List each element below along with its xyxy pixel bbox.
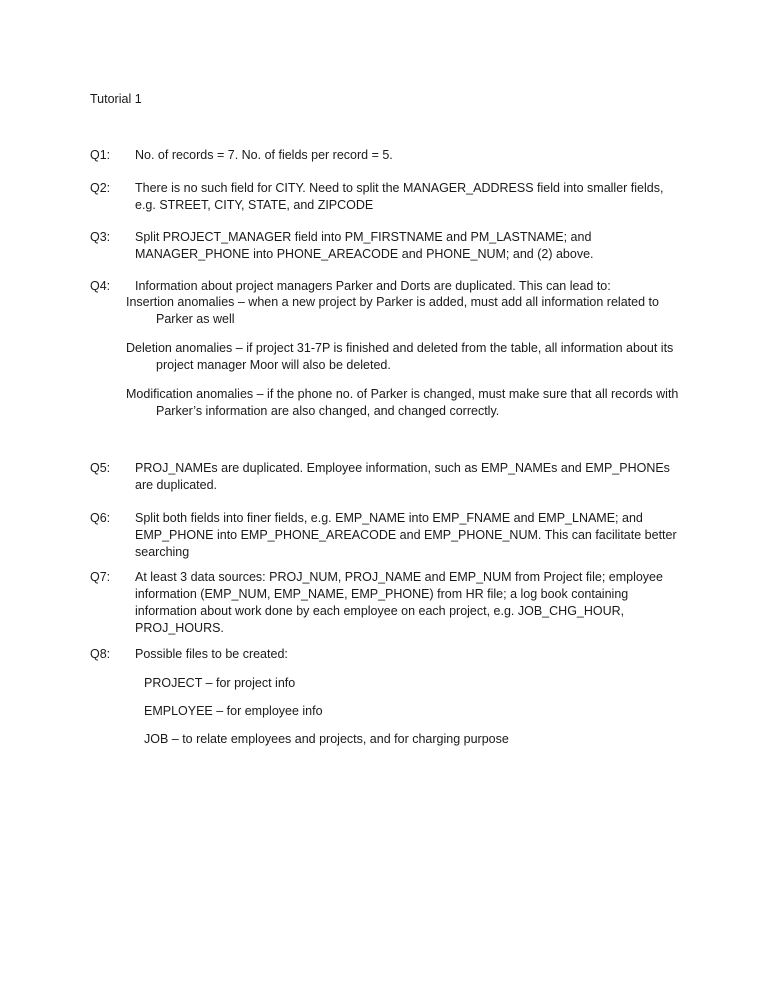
question-q4 xyxy=(90,278,690,295)
question-answer: There is no such field for CITY. Need to split the MANAGER_ADDRESS field into smaller fields, e.g. STREET, CITY, STATE, and ZIPCODE xyxy=(135,181,664,212)
question-answer: Possible files to be created: xyxy=(135,647,288,661)
question-q7 xyxy=(90,569,690,637)
modification-anomaly xyxy=(126,386,686,420)
question-answer: At least 3 data sources: PROJ_NUM, PROJ_NAME and EMP_NUM from Project file; employee information (EMP_NUM, EMP_NAME, EMP_PHONE) from HR file; a log book containing information about work done by each employee on each project, e.g. JOB_CHG_HOUR, PROJ_HOURS. xyxy=(135,570,663,635)
file-item-text: PROJECT – for project info xyxy=(144,676,296,690)
question-label: Q7: xyxy=(90,570,111,584)
question-q6 xyxy=(90,510,690,561)
file-item-job xyxy=(144,731,509,748)
anomaly-text: Modification anomalies – if the phone no. of Parker is changed, must make sure that all records with Parker’s information are also changed, and changed correctly. xyxy=(126,387,679,418)
question-q3 xyxy=(90,229,690,263)
file-item-employee xyxy=(144,703,323,720)
question-label: Q6: xyxy=(90,511,111,525)
question-label: Q5: xyxy=(90,461,111,475)
file-item-text: EMPLOYEE – for employee info xyxy=(144,704,323,718)
question-label: Q1: xyxy=(90,148,111,162)
insertion-anomaly xyxy=(126,294,686,328)
question-answer: PROJ_NAMEs are duplicated. Employee information, such as EMP_NAMEs and EMP_PHONEs are duplicated. xyxy=(135,461,670,492)
question-q2 xyxy=(90,180,690,214)
file-item-text: JOB – to relate employees and projects, and for charging purpose xyxy=(144,732,509,746)
question-q5 xyxy=(90,460,690,494)
question-answer: Split both fields into finer fields, e.g. EMP_NAME into EMP_FNAME and EMP_LNAME; and EMP_PHONE into EMP_PHONE_AREACODE and EMP_PHONE_NUM. This can facilitate better searching xyxy=(135,511,677,559)
question-label: Q4: xyxy=(90,279,111,293)
question-label: Q8: xyxy=(90,647,111,661)
question-label: Q3: xyxy=(90,230,111,244)
question-answer: Split PROJECT_MANAGER field into PM_FIRSTNAME and PM_LASTNAME; and MANAGER_PHONE into PHONE_AREACODE and PHONE_NUM; and (2) above. xyxy=(135,230,594,261)
anomaly-text: Deletion anomalies – if project 31-7P is finished and deleted from the table, all information about its project manager Moor will also be deleted. xyxy=(126,341,674,372)
file-item-project xyxy=(144,675,295,692)
page-title: Tutorial 1 xyxy=(90,92,142,106)
question-q1 xyxy=(90,147,690,164)
anomaly-text: Insertion anomalies – when a new project by Parker is added, must add all information related to Parker as well xyxy=(126,295,659,326)
question-label: Q2: xyxy=(90,181,111,195)
question-q8 xyxy=(90,646,690,663)
question-answer: Information about project managers Parker and Dorts are duplicated. This can lead to: xyxy=(135,279,611,293)
question-answer: No. of records = 7. No. of fields per record = 5. xyxy=(135,148,393,162)
deletion-anomaly xyxy=(126,340,686,374)
